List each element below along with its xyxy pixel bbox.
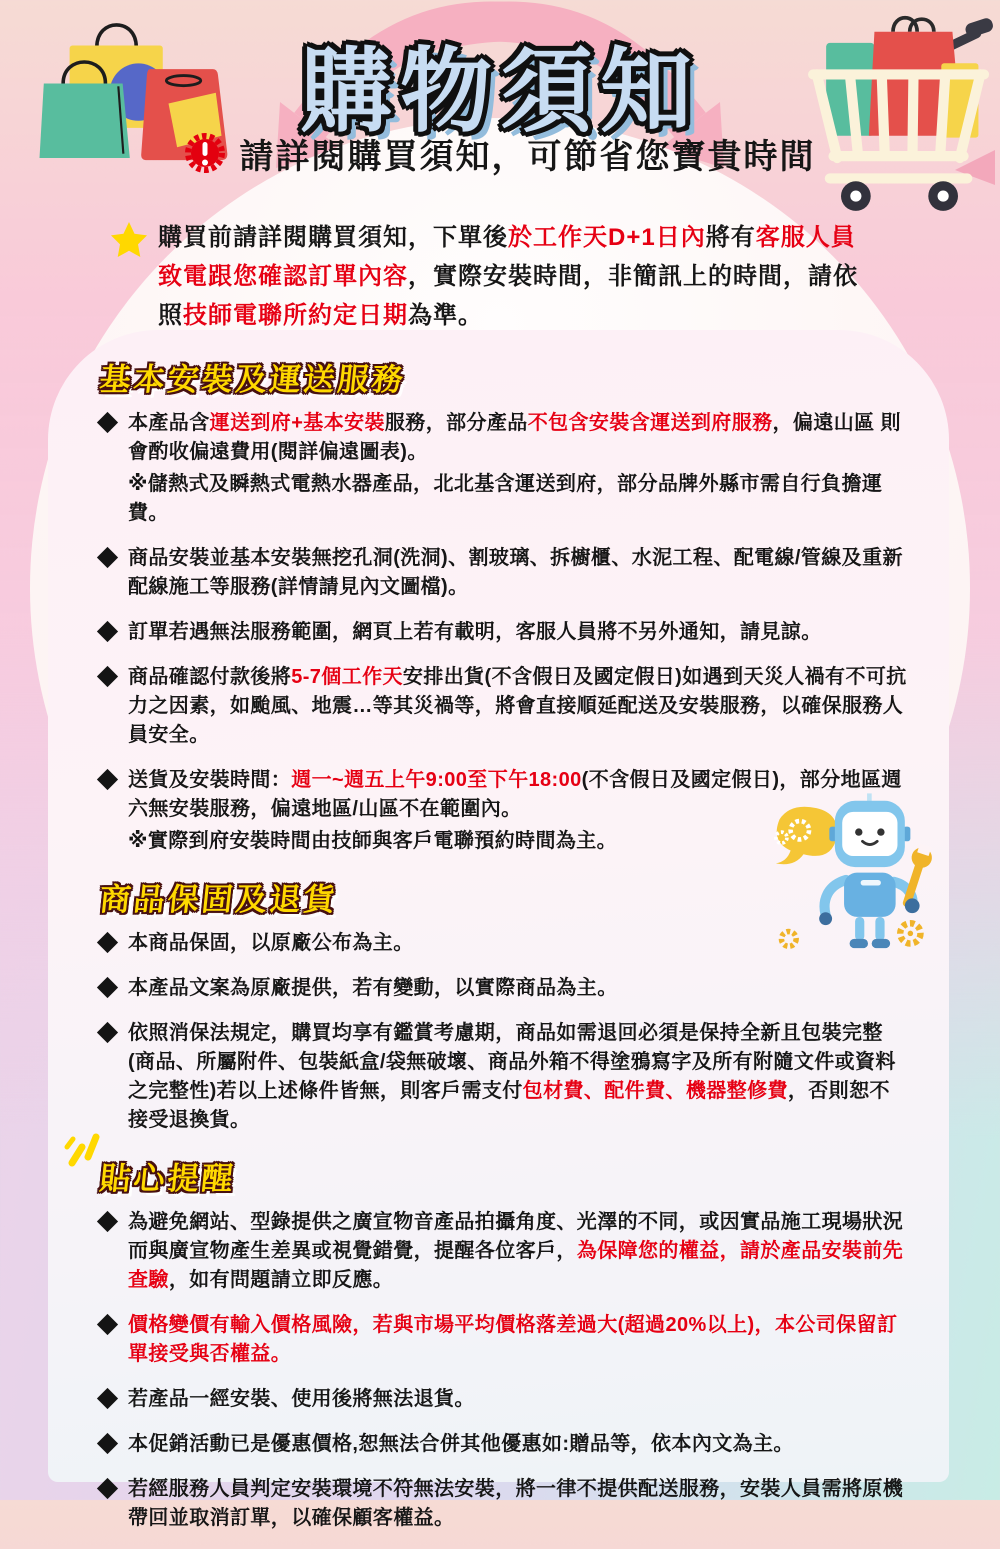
- section-items: [100, 1208, 907, 1533]
- body-text: 購買前請詳閱購買須知，下單後: [158, 224, 508, 251]
- highlight-text: 包材費、配件費、機器整修費: [522, 1079, 788, 1102]
- notice-item: [100, 1475, 907, 1533]
- body-text: 本商品保固，以原廠公布為主。: [128, 931, 414, 954]
- diamond-bullet-icon: [97, 1211, 118, 1232]
- body-text: ※儲熱式及瞬熱式電熱水器產品，北北基含運送到府，部分品牌外縣市需自行負擔運費。: [128, 472, 883, 524]
- notice-item-text: [128, 1019, 907, 1135]
- sparkle-icon: [64, 1127, 104, 1167]
- notice-item: [100, 1311, 907, 1369]
- section-heading: 商品保固及退貨: [97, 881, 340, 917]
- notice-item: [100, 1430, 907, 1459]
- diamond-bullet-icon: [97, 412, 118, 433]
- body-text: 為避免網站、型錄提供之廣宣物音產品拍攝角度、光澤的不同，或因實品施工現場狀況而與廣宣物產生差異或視覺錯覺，提醒各位客戶，: [128, 1210, 904, 1262]
- highlight-text: 價格變價有輸入價格風險，若與市場平均價格落差過大(超過20%以上)，本公司保留訂單接受與否權益。: [128, 1313, 898, 1365]
- diamond-bullet-icon: [97, 621, 118, 642]
- subtitle-row: [48, 125, 949, 181]
- diamond-bullet-icon: [97, 769, 118, 790]
- section-items: [100, 409, 907, 856]
- star-icon: [110, 221, 148, 258]
- section-heading: 貼心提醒: [97, 1160, 238, 1196]
- notice-item-text: [128, 1208, 907, 1295]
- notice-item-text: [128, 409, 907, 467]
- notice-item-text: [128, 663, 907, 750]
- notice-item-text: [128, 1311, 907, 1369]
- highlight-text: 不包含安裝含運送到府服務: [527, 411, 773, 434]
- body-text: 訂單若遇無法服務範圍，網頁上若有載明，客服人員將不另外通知，請見諒。: [128, 620, 822, 643]
- alert-badge-icon: [182, 130, 228, 176]
- sections-container: [97, 354, 907, 1533]
- content-column: [48, 125, 949, 1549]
- body-text: 商品安裝並基本安裝無挖孔洞(洗洞)、割玻璃、拆櫥櫃、水泥工程、配電線/管線及重新配線施工等服務(詳情請見內文圖檔)。: [128, 546, 903, 598]
- notice-item: [100, 544, 907, 602]
- section-heading-wrap: [97, 874, 907, 919]
- body-text: ※實際到府安裝時間由技師與客戶電聯預約時間為主。: [128, 829, 618, 852]
- intro-block: [110, 219, 949, 336]
- body-text: 依照消保法規定，購買均享有鑑賞考慮期，商品如需退回必須是保持全新且包裝完整 (商品、所屬附件、包裝紙盒/袋無破壞、商品外箱不得塗鴉寫字及所有附隨文件或資料之完整性)若以上述條件皆無，則客戶需支付: [128, 1021, 896, 1102]
- diamond-bullet-icon: [97, 1388, 118, 1409]
- body-text: ，否則恕不接受退換貨。: [128, 1079, 890, 1131]
- section-heading-wrap: [97, 354, 907, 399]
- notice-section: [97, 874, 907, 1135]
- body-text: 安排出貨(不含假日及國定假日)如遇到天災人禍有不可抗力之因素，如颱風、地震…等其災禍等，將會直接順延配送及安裝服務，以確保服務人員安全。: [128, 665, 907, 746]
- notice-item-note: [128, 470, 907, 528]
- highlight-text: 運送到府+基本安裝: [209, 411, 385, 434]
- page-title: 購物須知: [299, 41, 700, 143]
- body-text: 若經服務人員判定安裝環境不符無法安裝，將一律不提供配送服務，安裝人員需將原機帶回並取消訂單，以確保顧客權益。: [128, 1477, 904, 1529]
- highlight-text: 技師電聯所約定日期: [183, 301, 408, 329]
- body-text: 送貨及安裝時間：: [128, 768, 292, 791]
- notice-item-text: [128, 974, 907, 1003]
- highlight-text: 客服人員致電跟您確認訂單內容: [158, 224, 856, 290]
- notice-section: [97, 354, 907, 856]
- notice-item-text: [128, 929, 907, 958]
- notice-item-text: [128, 1475, 907, 1533]
- body-text: 本產品文案為原廠提供，若有變動，以實際商品為主。: [128, 976, 618, 999]
- body-text: 若產品一經安裝、使用後將無法退貨。: [128, 1387, 475, 1410]
- body-text: ，實際安裝時間，非簡訊上的時間，請依照: [158, 262, 858, 329]
- highlight-text: 於工作天D+1日內: [508, 224, 706, 251]
- notice-item: [100, 1385, 907, 1414]
- notice-item: [100, 929, 907, 958]
- section-heading-wrap: [97, 1153, 907, 1198]
- body-text: 服務，部分產品: [384, 411, 528, 434]
- notice-item-text: [128, 766, 907, 824]
- notice-item: [100, 974, 907, 1003]
- diamond-bullet-icon: [97, 1433, 118, 1454]
- notice-item: [100, 766, 907, 856]
- highlight-text: 週一~週五上午9:00至下午18:00: [291, 768, 582, 791]
- notice-item-text: [128, 618, 907, 647]
- notice-item: [100, 409, 907, 528]
- body-text: 本產品含: [128, 411, 210, 434]
- notice-item-note: [128, 827, 907, 856]
- page-subtitle: 請詳閱購買須知，可節省您寶貴時間: [239, 137, 816, 176]
- intro-text: [158, 219, 870, 336]
- diamond-bullet-icon: [97, 1478, 118, 1499]
- highlight-text: 為保障您的權益，請於產品安裝前先查驗: [128, 1239, 904, 1291]
- notice-item-text: [128, 544, 907, 602]
- notice-item-text: [128, 1430, 907, 1459]
- notice-item-text: [128, 1385, 907, 1414]
- body-text: 將有: [705, 224, 756, 251]
- body-text: 為準。: [408, 301, 483, 329]
- body-text: ，偏遠山區 則會酌收偏遠費用(閱詳偏遠圖表)。: [128, 411, 901, 463]
- section-items: [100, 929, 907, 1135]
- notice-item: [100, 618, 907, 647]
- diamond-bullet-icon: [97, 666, 118, 687]
- notice-section: [97, 1153, 907, 1533]
- body-text: (不含假日及國定假日)，部分地區週六無安裝服務，偏遠地區/山區不在範圍內。: [128, 768, 902, 820]
- diamond-bullet-icon: [97, 977, 118, 998]
- body-text: 本促銷活動已是優惠價格,恕無法合併其他優惠如:贈品等，依本內文為主。: [128, 1432, 794, 1455]
- notice-item: [100, 1019, 907, 1135]
- notice-item: [100, 663, 907, 750]
- highlight-text: 5-7個工作天: [291, 665, 403, 688]
- diamond-bullet-icon: [97, 1314, 118, 1335]
- body-text: ，如有問題請立即反應。: [168, 1268, 394, 1291]
- diamond-bullet-icon: [97, 932, 118, 953]
- section-heading: 基本安裝及運送服務: [97, 361, 408, 397]
- notice-item: [100, 1208, 907, 1295]
- diamond-bullet-icon: [97, 1022, 118, 1043]
- body-text: 商品確認付款後將: [128, 665, 292, 688]
- diamond-bullet-icon: [97, 547, 118, 568]
